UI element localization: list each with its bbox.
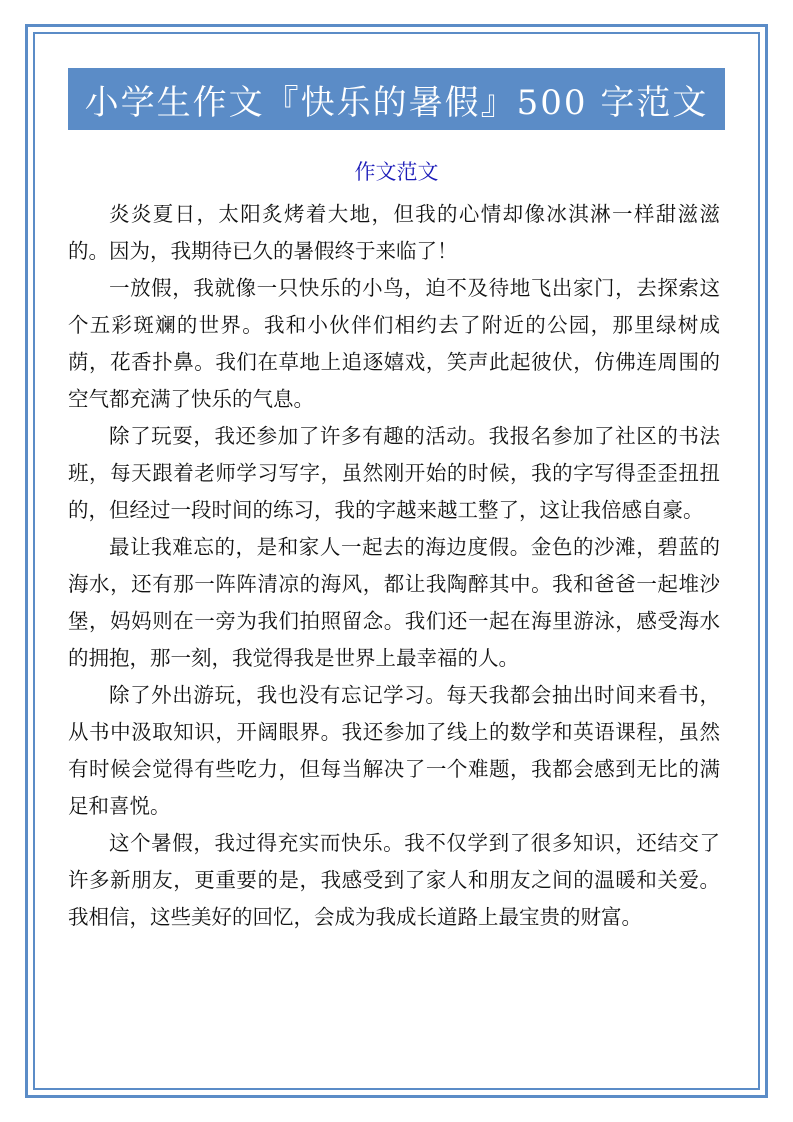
paragraph-6: 这个暑假，我过得充实而快乐。我不仅学到了很多知识，还结交了许多新朋友，更重要的是，我感受到了家人和朋友之间的温暖和关爱。我相信，这些美好的回忆，会成为我成长道路上最宝贵的财富。: [68, 831, 720, 929]
paragraph-1: 炎炎夏日，太阳炙烤着大地，但我的心情却像冰淇淋一样甜滋滋的。因为，我期待已久的暑假终于来临了！: [68, 202, 720, 263]
paragraph-2: 一放假，我就像一只快乐的小鸟，迫不及待地飞出家门，去探索这个五彩斑斓的世界。我和小伙伴们相约去了附近的公园，那里绿树成荫，花香扑鼻。我们在草地上追逐嬉戏，笑声此起彼伏，仿佛连周围的空气都充满了快乐的气息。: [68, 276, 720, 411]
page-title: 小学生作文『快乐的暑假』500 字范文: [84, 82, 709, 123]
paragraph-4: 最让我难忘的，是和家人一起去的海边度假。金色的沙滩，碧蓝的海水，还有那一阵阵清凉的海风，都让我陶醉其中。我和爸爸一起堆沙堡，妈妈则在一旁为我们拍照留念。我们还一起在海里游泳，感受海水的拥抱，那一刻，我觉得我是世界上最幸福的人。: [68, 535, 720, 670]
title-banner: [68, 68, 725, 130]
paragraph-5: 除了外出游玩，我也没有忘记学习。每天我都会抽出时间来看书，从书中汲取知识，开阔眼界。我还参加了线上的数学和英语课程，虽然有时候会觉得有些吃力，但每当解决了一个难题，我都会感到无比的满足和喜悦。: [68, 683, 720, 818]
section-subtitle: 作文范文: [354, 160, 439, 184]
essay-body: [68, 196, 720, 936]
paragraph-3: 除了玩耍，我还参加了许多有趣的活动。我报名参加了社区的书法班，每天跟着老师学习写字，虽然刚开始的时候，我的字写得歪歪扭扭的，但经过一段时间的练习，我的字越来越工整了，这让我倍感自豪。: [68, 424, 720, 522]
